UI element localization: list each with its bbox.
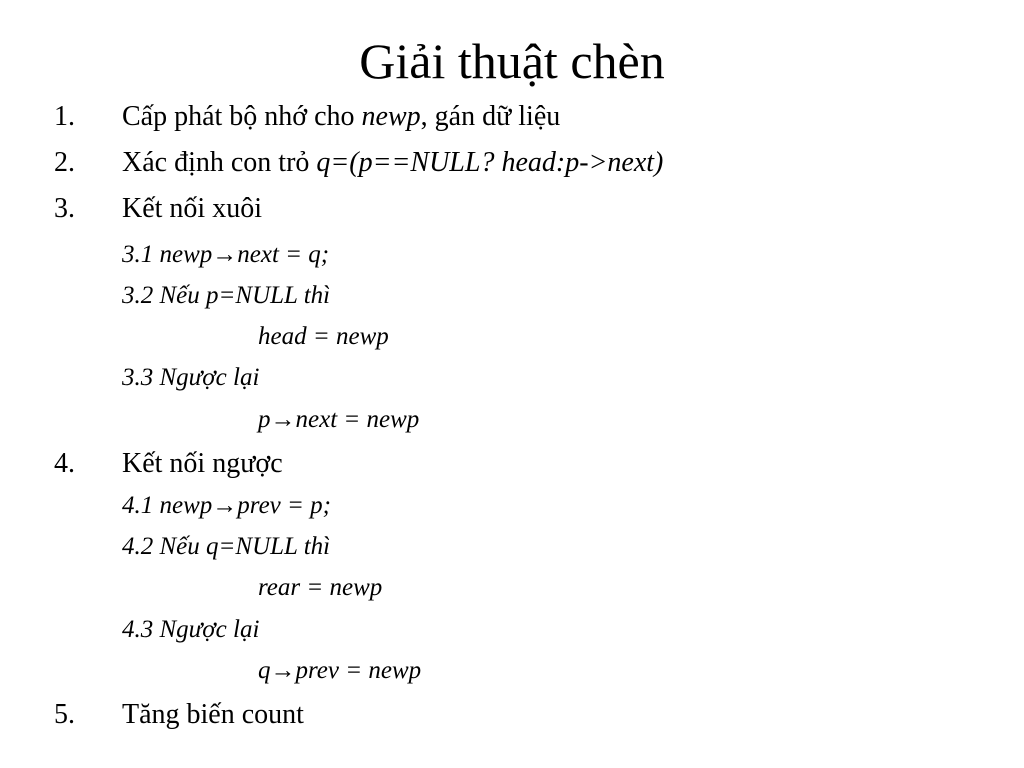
step-1-text-after: , gán dữ liệu <box>420 101 561 132</box>
step-number: 5. <box>54 699 75 730</box>
step-4-text: Kết nối ngược <box>122 448 283 479</box>
substep-3-3-action: p→next = newp <box>258 406 420 433</box>
step-number: 4. <box>54 448 75 479</box>
step-5-text: Tăng biến count <box>122 699 304 730</box>
substep-4-3: 4.3 Ngược lại <box>122 616 260 643</box>
step-2-text <box>122 146 663 180</box>
step-2-text-before: Xác định con trỏ <box>122 147 317 178</box>
substep-3-1: 3.1 newp→next = q; <box>122 241 330 268</box>
step-1-text-before: Cấp phát bộ nhớ cho <box>122 101 362 132</box>
step-3-text: Kết nối xuôi <box>122 193 262 224</box>
step-number: 3. <box>54 193 75 224</box>
substep-4-1: 4.1 newp→prev = p; <box>122 492 331 519</box>
substep-4-2: 4.2 Nếu q=NULL thì <box>122 533 331 560</box>
substep-3-2-action: head = newp <box>258 323 389 350</box>
substep-3-2: 3.2 Nếu p=NULL thì <box>122 282 331 309</box>
slide-title: Giải thuật chèn <box>359 33 665 89</box>
substep-4-2-action: rear = newp <box>258 574 383 601</box>
substep-3-3: 3.3 Ngược lại <box>122 364 260 391</box>
step-1-variable: newp <box>361 101 421 132</box>
substep-4-3-action: q→prev = newp <box>258 657 422 684</box>
step-number: 2. <box>54 147 75 178</box>
step-number: 1. <box>54 101 75 132</box>
step-2-expression: q=(p==NULL? head:p->next) <box>316 147 664 178</box>
step-1-text <box>122 100 560 134</box>
